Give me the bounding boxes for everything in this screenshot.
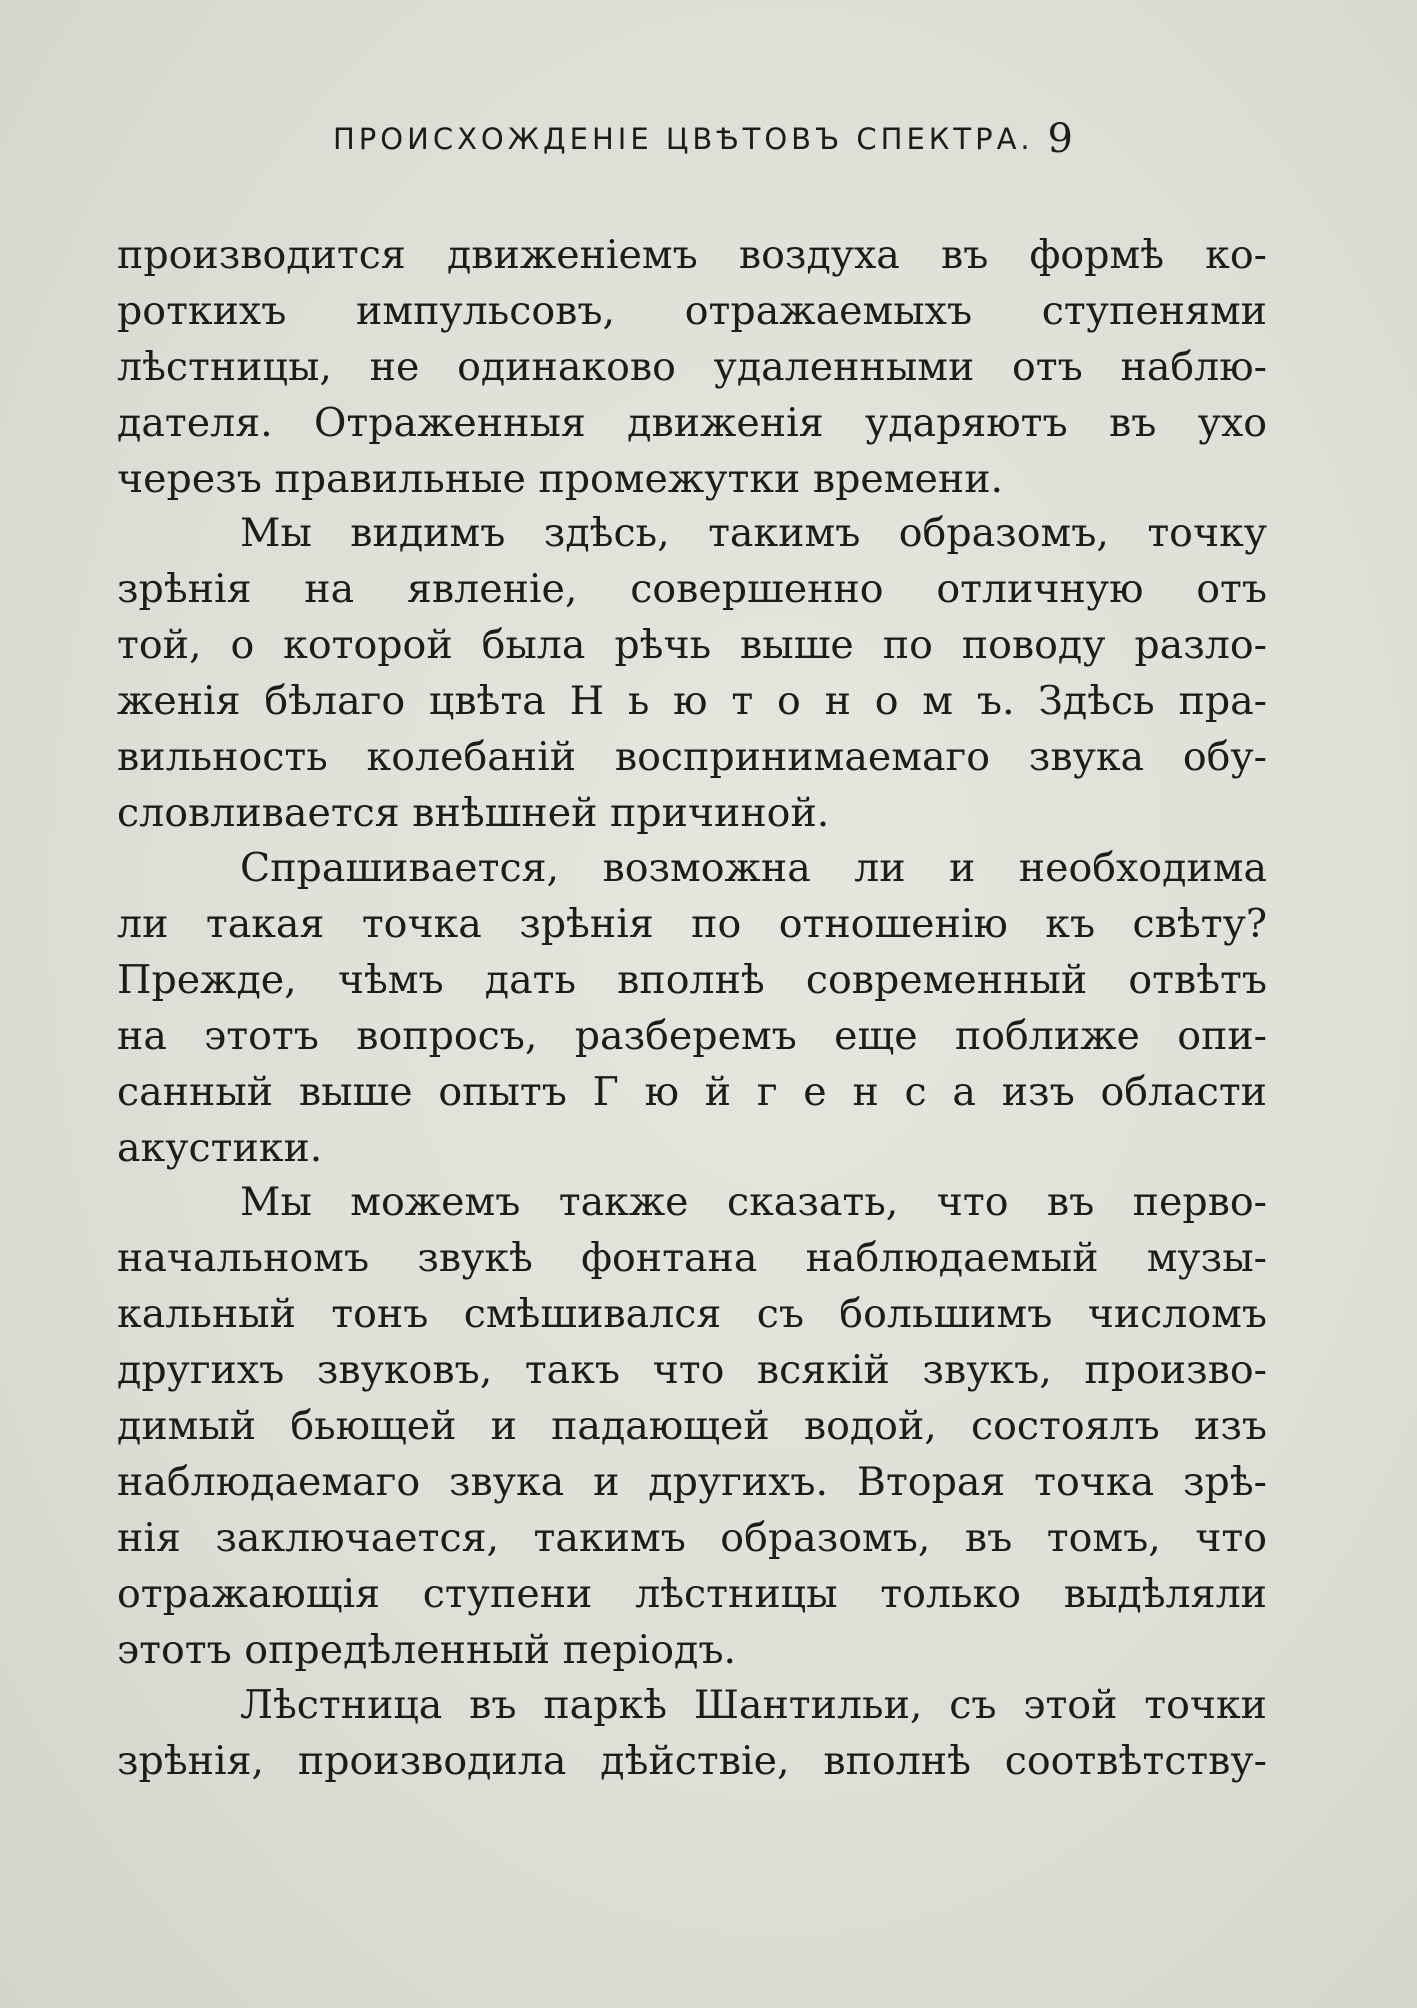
text-line: женія бѣлаго цвѣта Н ь ю т о н о м ъ. Здѣсь пра-	[117, 678, 1267, 724]
text-line: зрѣнія, производила дѣйствіе, вполнѣ соотвѣтству-	[117, 1738, 1267, 1784]
page-number: 9	[1047, 116, 1073, 162]
text-line: кальный тонъ смѣшивался съ большимъ числомъ	[117, 1291, 1267, 1337]
text-line: Спрашивается, возможна ли и необходима	[240, 845, 1267, 891]
text-line: словливается внѣшней причиной.	[117, 790, 830, 836]
text-line: наблюдаемаго звука и другихъ. Вторая точка зрѣ-	[117, 1459, 1267, 1505]
text-line: акустики.	[117, 1125, 323, 1171]
text-line: начальномъ звукѣ фонтана наблюдаемый музы-	[117, 1235, 1267, 1281]
text-line: Мы можемъ также сказать, что въ перво-	[240, 1179, 1267, 1225]
text-line: Лѣстница въ паркѣ Шантильи, съ этой точки	[240, 1682, 1267, 1728]
text-line: производится движеніемъ воздуха въ формѣ ко-	[117, 232, 1267, 278]
text-line: вильность колебаній воспринимаемаго звука обу-	[117, 734, 1267, 780]
text-line: той, о которой была рѣчь выше по поводу разло-	[117, 622, 1267, 668]
text-line: лѣстницы, не одинаково удаленными отъ наблю-	[117, 344, 1267, 390]
text-line: другихъ звуковъ, такъ что всякій звукъ, произво-	[117, 1347, 1267, 1393]
text-line: димый бьющей и падающей водой, состоялъ изъ	[117, 1403, 1267, 1449]
text-line: зрѣнія на явленіе, совершенно отличную отъ	[117, 566, 1267, 612]
text-line: отражающія ступени лѣстницы только выдѣляли	[117, 1571, 1267, 1617]
text-line: роткихъ импульсовъ, отражаемыхъ ступенями	[117, 288, 1267, 334]
text-line: ли такая точка зрѣнія по отношенію къ свѣту?	[117, 901, 1267, 947]
text-line: на этотъ вопросъ, разберемъ еще поближе опи-	[117, 1013, 1267, 1059]
text-line: Прежде, чѣмъ дать вполнѣ современный отвѣтъ	[117, 957, 1267, 1003]
text-line: этотъ опредѣленный періодъ.	[117, 1627, 737, 1673]
text-line: Мы видимъ здѣсь, такимъ образомъ, точку	[240, 510, 1267, 556]
text-line: дателя. Отраженныя движенія ударяютъ въ ухо	[117, 400, 1267, 446]
text-line: черезъ правильные промежутки времени.	[117, 456, 1004, 502]
text-line: нія заключается, такимъ образомъ, въ томъ, что	[117, 1515, 1267, 1561]
text-line: санный выше опытъ Г ю й г е н с а изъ области	[117, 1069, 1267, 1115]
running-head: ПРОИСХОЖДЕНІЕ ЦВѢТОВЪ СПЕКТРА.	[333, 122, 1034, 156]
